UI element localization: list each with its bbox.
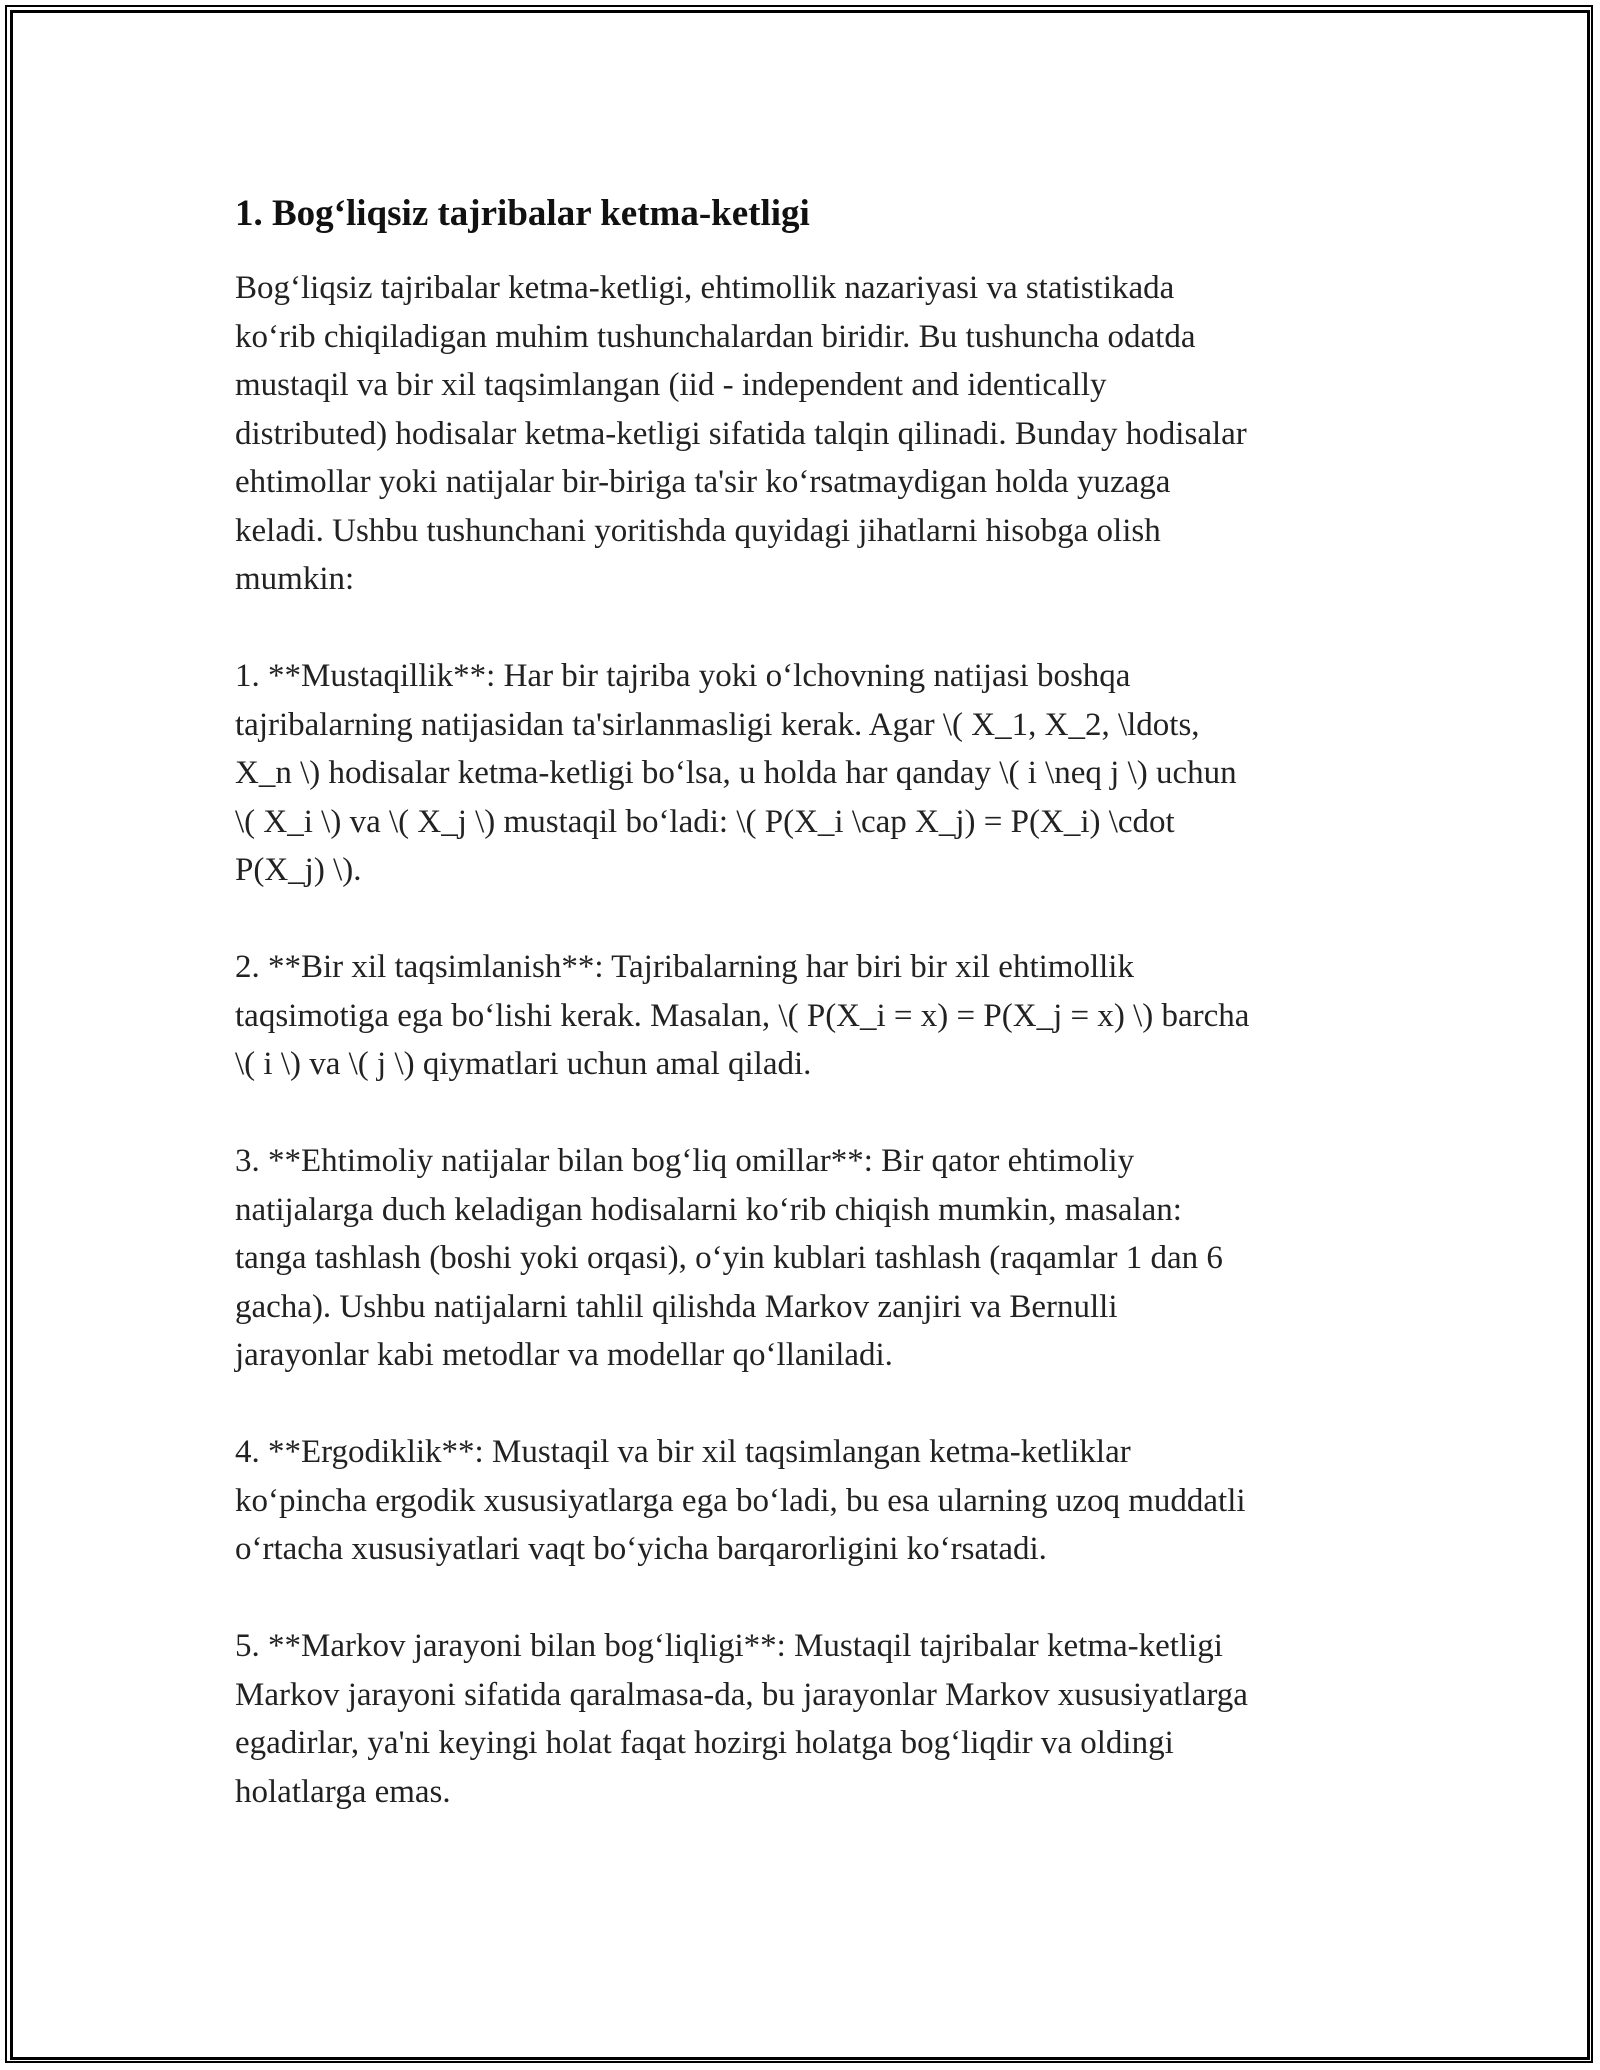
text-line: Markov jarayoni sifatida qaralmasa-da, bu jarayonlar Markov xususiyatlarga (235, 1676, 1248, 1713)
text-line: ehtimollar yoki natijalar bir-biriga ta'sir ko‘rsatmaydigan holda yuzaga (235, 464, 1171, 500)
point-3-paragraph (235, 1137, 1375, 1380)
point-2-paragraph (235, 943, 1375, 1089)
text-line: 5. **Markov jarayoni bilan bog‘liqligi**: Mustaqil tajribalar ketma-ketligi (235, 1628, 1223, 1664)
text-line: 4. **Ergodiklik**: Mustaqil va bir xil taqsimlangan ketma-ketliklar (235, 1434, 1131, 1470)
point-1-paragraph (235, 652, 1375, 895)
text-line: ko‘pincha ergodik xususiyatlarga ega bo‘ladi, bu esa ularning uzoq muddatli (235, 1482, 1246, 1519)
text-line: 2. **Bir xil taqsimlanish**: Tajribalarning har biri bir xil ehtimollik (235, 949, 1134, 985)
text-line: egadirlar, ya'ni keyingi holat faqat hozirgi holatga bog‘liqdir va oldingi (235, 1725, 1174, 1761)
text-line: ko‘rib chiqiladigan muhim tushunchalardan biridir. Bu tushuncha odatda (235, 318, 1196, 355)
text-line: \( X_i \) va \( X_j \) mustaqil bo‘ladi: \( P(X_i \cap X_j) = P(X_i) \cdot (235, 803, 1175, 840)
text-line: gacha). Ushbu natijalarni tahlil qilishda Markov zanjiri va Bernulli (235, 1288, 1118, 1325)
point-5-paragraph (235, 1622, 1375, 1816)
text-line: tajribalarning natijasidan ta'sirlanmasligi kerak. Agar \( X_1, X_2, \ldots, (235, 706, 1200, 743)
text-line: X_n \) hodisalar ketma-ketligi bo‘lsa, u holda har qanday \( i \neq j \) uchun (235, 755, 1237, 791)
text-line: distributed) hodisalar ketma-ketligi sifatida talqin qilinadi. Bunday hodisalar (235, 415, 1247, 452)
text-line: \( i \) va \( j \) qiymatlari uchun amal qiladi. (235, 1046, 812, 1082)
text-line: jarayonlar kabi metodlar va modellar qo‘llaniladi. (235, 1337, 893, 1373)
text-line: natijalarga duch keladigan hodisalarni ko‘rib chiqish mumkin, masalan: (235, 1191, 1182, 1228)
text-line: mumkin: (235, 561, 355, 597)
text-line: P(X_j) \). (235, 852, 362, 888)
text-line: Bog‘liqsiz tajribalar ketma-ketligi, ehtimollik nazariyasi va statistikada (235, 270, 1175, 306)
text-line: keladi. Ushbu tushunchani yoritishda quyidagi jihatlarni hisobga olish (235, 512, 1161, 549)
document-body (235, 190, 1375, 1865)
text-line: o‘rtacha xususiyatlari vaqt bo‘yicha barqarorligini ko‘rsatadi. (235, 1531, 1047, 1567)
text-line: 3. **Ehtimoliy natijalar bilan bog‘liq omillar**: Bir qator ehtimoliy (235, 1143, 1135, 1179)
text-line: holatlarga emas. (235, 1773, 451, 1810)
text-line: 1. **Mustaqillik**: Har bir tajriba yoki o‘lchovning natijasi boshqa (235, 658, 1131, 694)
document-title: 1. Bog‘liqsiz tajribalar ketma-ketligi (235, 193, 810, 234)
text-line: tanga tashlash (boshi yoki orqasi), o‘yin kublari tashlash (raqamlar 1 dan 6 (235, 1240, 1223, 1276)
intro-paragraph (235, 264, 1375, 604)
text-line: taqsimotiga ega bo‘lishi kerak. Masalan, \( P(X_i = x) = P(X_j = x) \) barcha (235, 997, 1250, 1034)
text-line: mustaqil va bir xil taqsimlangan (iid - independent and identically (235, 367, 1107, 403)
point-4-paragraph (235, 1428, 1375, 1574)
